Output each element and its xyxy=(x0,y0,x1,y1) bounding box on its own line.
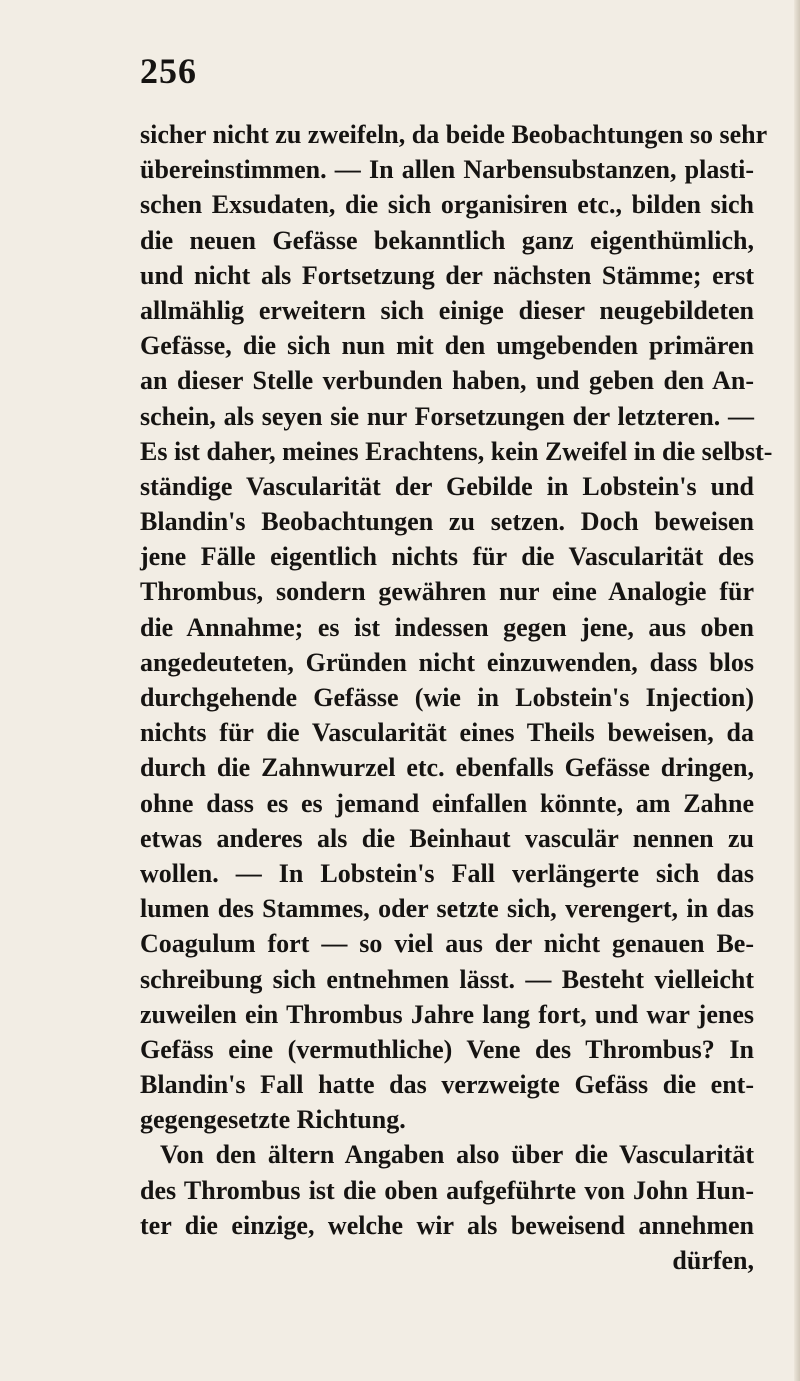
text-line: lumen des Stammes, oder setzte sich, verengert, in das xyxy=(140,894,754,924)
text-line: zuweilen ein Thrombus Jahre lang fort, und war jenes xyxy=(140,999,754,1029)
text-line: sicher nicht zu zweifeln, da beide Beobachtungen so sehr xyxy=(140,120,768,149)
text-line: durch die Zahnwurzel etc. ebenfalls Gefässe dringen, xyxy=(140,753,754,783)
text-line: allmählig erweitern sich einige dieser neugebildeten xyxy=(140,295,754,325)
text-line: schen Exsudaten, die sich organisiren etc., bilden sich xyxy=(140,190,754,220)
text-line: und nicht als Fortsetzung der nächsten Stämme; erst xyxy=(140,260,754,290)
text-line: nichts für die Vascularität eines Theils beweisen, da xyxy=(140,718,754,748)
page-edge xyxy=(794,0,800,1381)
paragraph-end-line: gegengesetzte Richtung. xyxy=(140,1105,406,1135)
text-line: Gefässe, die sich nun mit den umgebenden primären xyxy=(140,331,754,361)
text-line: jene Fälle eigentlich nichts für die Vascularität des xyxy=(140,542,754,572)
text-line: wollen. — In Lobstein's Fall verlängerte sich das xyxy=(140,858,754,888)
text-line: etwas anderes als die Beinhaut vasculär nennen zu xyxy=(140,823,754,853)
text-line: Thrombus, sondern gewähren nur eine Analogie für xyxy=(140,577,754,607)
text-line: Gefäss eine (vermuthliche) Vene des Thrombus? In xyxy=(140,1034,754,1064)
text-line: Coagulum fort — so viel aus der nicht genauen Be- xyxy=(140,929,754,959)
text-line: schein, als seyen sie nur Forsetzungen der letzteren. — xyxy=(140,401,754,431)
text-line: ohne dass es es jemand einfallen könnte, am Zahne xyxy=(140,788,754,818)
paragraph-start-line: Von den ältern Angaben also über die Vascularität xyxy=(160,1140,754,1170)
text-line: ständige Vascularität der Gebilde in Lobstein's und xyxy=(140,471,754,501)
catchword-line: dürfen, xyxy=(672,1246,754,1275)
text-line: Es ist daher, meines Erachtens, kein Zweifel in die selbst- xyxy=(140,436,773,466)
body-text xyxy=(140,117,773,1278)
text-line: Blandin's Beobachtungen zu setzen. Doch beweisen xyxy=(140,507,754,537)
text-line: die neuen Gefässe bekanntlich ganz eigenthümlich, xyxy=(140,225,754,255)
text-line: die Annahme; es ist indessen gegen jene, aus oben xyxy=(140,612,754,642)
text-line: angedeuteten, Gründen nicht einzuwenden, dass blos xyxy=(140,647,754,677)
text-line: Blandin's Fall hatte das verzweigte Gefäss die ent- xyxy=(140,1070,754,1100)
text-line: ter die einzige, welche wir als beweisend annehmen xyxy=(140,1210,754,1240)
text-line: übereinstimmen. — In allen Narbensubstanzen, plasti- xyxy=(140,155,754,185)
page-number: 256 xyxy=(140,51,197,91)
text-line: an dieser Stelle verbunden haben, und geben den An- xyxy=(140,366,754,396)
text-line: durchgehende Gefässe (wie in Lobstein's Injection) xyxy=(140,683,754,712)
text-line: des Thrombus ist die oben aufgeführte von John Hun- xyxy=(140,1175,754,1205)
text-line: schreibung sich entnehmen lässt. — Besteht vielleicht xyxy=(140,964,754,994)
